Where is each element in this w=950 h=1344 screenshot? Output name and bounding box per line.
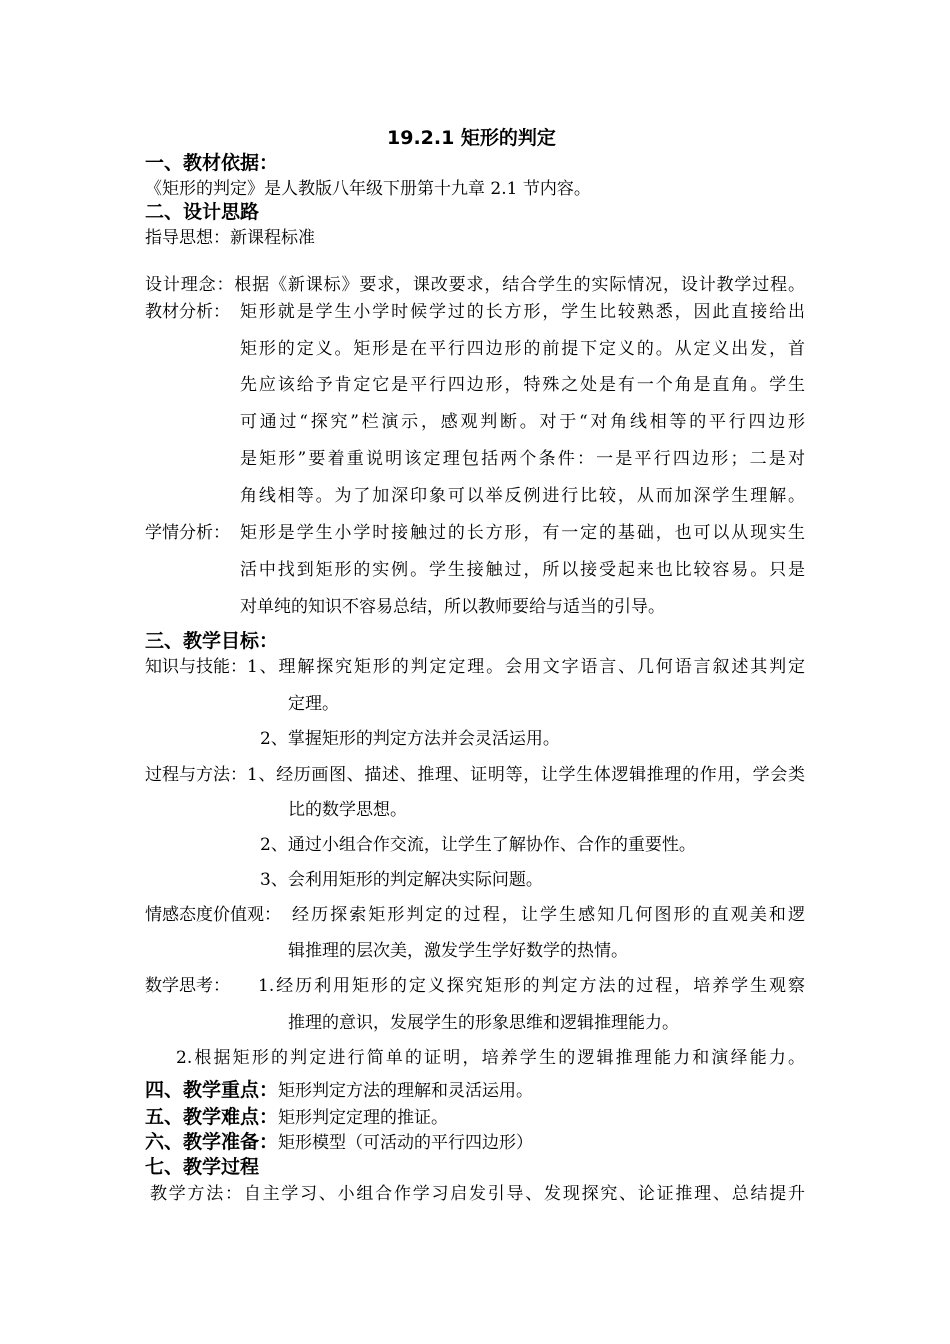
knowledge-skills-label: 知识与技能： (145, 657, 247, 677)
process-method-label: 过程与方法： (145, 765, 247, 785)
material-analysis-line: 可通过“探究”栏演示，感观判断。对于“对角线相等的平行四边形 (240, 412, 805, 432)
material-analysis-label: 教材分析： (145, 302, 230, 322)
section-7-heading: 七、教学过程 (145, 1156, 260, 1178)
knowledge-goal-1: 1、理解探究矩形的判定定理。会用文字语言、几何语言叙述其判定 (247, 657, 805, 677)
knowledge-goal-2: 2、掌握矩形的判定方法并会灵活运用。 (260, 729, 560, 749)
process-goal-2: 2、通过小组合作交流，让学生了解协作、合作的重要性。 (260, 835, 696, 855)
math-thinking-1-cont: 推理的意识，发展学生的形象思维和逻辑推理能力。 (288, 1013, 679, 1033)
section-5-heading: 五、教学难点： (145, 1106, 279, 1128)
material-analysis-line: 是矩形”要着重说明该定理包括两个条件：一是平行四边形；二是对 (240, 449, 805, 469)
section-5 (145, 1106, 448, 1129)
section-6 (145, 1131, 533, 1154)
process-goal-3: 3、会利用矩形的判定解决实际问题。 (260, 870, 543, 890)
section-4-heading: 四、教学重点： (145, 1079, 279, 1101)
knowledge-goal-1-cont: 定理。 (288, 694, 339, 714)
learner-analysis-line: 活中找到矩形的实例。学生接触过，所以接受起来也比较容易。只是 (240, 560, 805, 580)
math-thinking-2: 2.根据矩形的判定进行简单的证明，培养学生的逻辑推理能力和演绎能力。 (176, 1048, 805, 1068)
section-1-text: 《矩形的判定》是人教版八年级下册第十九章 2.1 节内容。 (145, 179, 591, 199)
learner-analysis-label: 学情分析： (145, 523, 230, 543)
math-thinking-1: 1.经历利用矩形的定义探究矩形的判定方法的过程，培养学生观察 (258, 976, 805, 996)
section-4 (145, 1079, 533, 1102)
design-concept: 设计理念：根据《新课标》要求，课改要求，结合学生的实际情况，设计教学过程。 (145, 275, 805, 295)
learner-analysis-line: 对单纯的知识不容易总结，所以教师要给与适当的引导。 (240, 597, 665, 617)
section-5-text: 矩形判定定理的推证。 (278, 1108, 449, 1128)
guiding-idea: 指导思想：新课程标准 (145, 228, 315, 248)
section-4-text: 矩形判定方法的理解和灵活运用。 (278, 1081, 534, 1101)
section-1-heading: 一、教材依据： (145, 152, 279, 174)
material-analysis-line: 矩形就是学生小学时候学过的长方形，学生比较熟悉，因此直接给出 (240, 302, 805, 322)
emotion-values-label: 情感态度价值观： (145, 905, 281, 925)
material-analysis-line: 先应该给予肯定它是平行四边形，特殊之处是有一个角是直角。学生 (240, 375, 805, 395)
learner-analysis-line: 矩形是学生小学时接触过的长方形，有一定的基础，也可以从现实生 (240, 523, 805, 543)
section-3-heading: 三、教学目标： (145, 630, 279, 652)
emotion-goal: 经历探索矩形判定的过程，让学生感知几何图形的直观美和逻 (292, 905, 805, 925)
section-2-heading: 二、设计思路 (145, 201, 260, 223)
document-title: 19.2.1 矩形的判定 (387, 127, 556, 149)
process-goal-1: 1、经历画图、描述、推理、证明等，让学生体逻辑推理的作用，学会类 (247, 765, 805, 785)
teaching-method: 教学方法：自主学习、小组合作学习启发引导、发现探究、论证推理、总结提升 (150, 1184, 805, 1204)
material-analysis-line: 矩形的定义。矩形是在平行四边形的前提下定义的。从定义出发，首 (240, 339, 805, 359)
section-6-heading: 六、教学准备： (145, 1131, 279, 1153)
section-6-text: 矩形模型（可活动的平行四边形） (278, 1133, 534, 1153)
material-analysis-line: 角线相等。为了加深印象可以举反例进行比较，从而加深学生理解。 (240, 486, 805, 506)
emotion-goal-cont: 辑推理的层次美，激发学生学好数学的热情。 (288, 941, 628, 961)
process-goal-1-cont: 比的数学思想。 (288, 800, 407, 820)
math-thinking-label: 数学思考： (145, 976, 230, 996)
